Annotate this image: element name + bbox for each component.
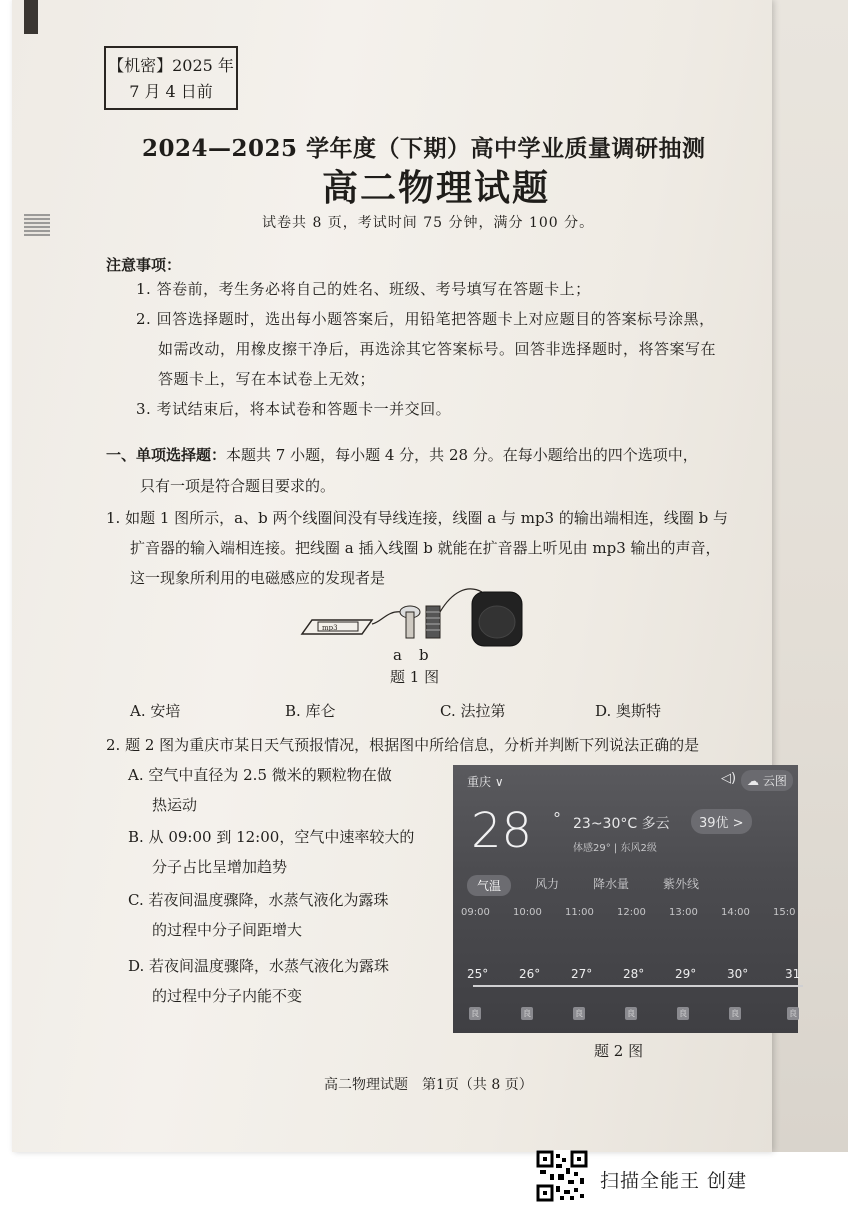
q2-option-b-cont: 分子占比呈增加趋势 <box>152 858 288 876</box>
q1-line: 1. 如题 1 图所示，a、b 两个线圈间没有导线连接，线圈 a 与 mp3 的输出端相连，线圈 b 与 <box>106 509 728 527</box>
mp3-label: mp3 <box>322 624 338 632</box>
note-item: 如需改动，用橡皮擦干净后，再选涂其它答案标号。回答非选择题时，将答案写在 <box>158 340 717 358</box>
tab-precipitation: 降水量 <box>593 877 630 891</box>
note-item: 答题卡上，写在本试卷上无效； <box>158 370 376 388</box>
temperature-range: 23~30°C 多云 <box>573 816 670 832</box>
figure-1-caption: 题 1 图 <box>390 668 440 686</box>
quality-badge: 良 <box>679 1009 687 1018</box>
hour-label: 15:0 <box>773 907 796 918</box>
binding-mark <box>24 0 38 34</box>
tab-temperature: 气温 <box>467 875 511 896</box>
q2-option-c: C. 若夜间温度骤降，水蒸气液化为露珠 <box>128 891 389 909</box>
hour-temp: 26° <box>519 967 541 981</box>
tab-wind: 风力 <box>535 877 560 891</box>
hour-label: 11:00 <box>565 907 594 918</box>
side-bar-mark <box>24 214 50 236</box>
sub-title: 高二物理试题 <box>322 168 551 209</box>
q2-option-b: B. 从 09:00 到 12:00，空气中速率较大的 <box>128 828 415 846</box>
note-item: 3. 考试结束后，将本试卷和答题卡一并交回。 <box>136 400 452 418</box>
quality-badge: 良 <box>731 1009 739 1018</box>
quality-badge: 良 <box>523 1009 531 1018</box>
cloud-map-button <box>741 770 793 791</box>
q1-option-c: C. 法拉第 <box>440 702 506 720</box>
q2-stem: 2. 题 2 图为重庆市某日天气预报情况，根据图中所给信息，分析并判断下列说法正确的是 <box>106 736 700 754</box>
weather-widget-figure <box>453 765 801 1033</box>
exam-info: 试卷共 8 页，考试时间 75 分钟，满分 100 分。 <box>262 215 595 231</box>
notes-heading: 注意事项： <box>106 256 182 274</box>
confidential-line2: 7 月 4 日前 <box>129 82 213 101</box>
q1-option-a: A. 安培 <box>130 702 181 720</box>
hour-label: 09:00 <box>461 907 490 918</box>
temperature-degree: ° <box>553 809 561 828</box>
hour-temp: 27° <box>571 967 593 981</box>
hour-label: 13:00 <box>669 907 698 918</box>
figure-1-diagram <box>292 582 532 662</box>
speaker <box>472 592 522 646</box>
section-line2: 只有一项是符合题目要求的。 <box>140 477 336 495</box>
figure-1-label-a: a <box>393 646 402 664</box>
air-quality-badge: 39优 > <box>691 809 752 834</box>
q1-options <box>130 700 750 721</box>
speaker-icon: ◁) <box>721 771 737 786</box>
q2-option-c-cont: 的过程中分子间距增大 <box>152 921 303 939</box>
weather-city: 重庆 ∨ <box>467 775 504 789</box>
quality-badge: 良 <box>471 1009 479 1018</box>
quality-badge: 良 <box>627 1009 635 1018</box>
section-label: 一、单项选择题： <box>106 446 227 464</box>
main-title: 2024—2025 学年度（下期）高中学业质量调研抽测 <box>142 135 706 162</box>
q2-option-d: D. 若夜间温度骤降，水蒸气液化为露珠 <box>128 957 390 975</box>
confidential-line1: 【机密】2025 年 <box>108 56 234 75</box>
feels-like: 体感29° | 东风2级 <box>573 843 657 854</box>
hour-temp: 29° <box>675 967 697 981</box>
cloud-map-label: 云图 <box>762 774 787 788</box>
figure-2-caption: 题 2 图 <box>594 1042 644 1060</box>
hour-label: 12:00 <box>617 907 646 918</box>
q1-line: 这一现象所利用的电磁感应的发现者是 <box>130 569 386 587</box>
coil-b <box>426 606 440 638</box>
hour-temp: 30° <box>727 967 749 981</box>
qr-code-icon <box>536 1150 588 1202</box>
weather-tabs <box>467 875 733 896</box>
mp3-player <box>302 620 372 634</box>
q1-option-d: D. 奥斯特 <box>595 702 662 720</box>
note-item: 2. 回答选择题时，选出每小题答案后，用铅笔把答题卡上对应题目的答案标号涂黑， <box>136 310 715 328</box>
figure-1-label-b: b <box>419 646 429 664</box>
q2-option-a: A. 空气中直径为 2.5 微米的颗粒物在做 <box>128 766 392 784</box>
scanned-sheet <box>12 0 848 1152</box>
page-footer: 高二物理试题 第1页（共 8 页） <box>324 1077 533 1093</box>
note-item: 1. 答卷前，考生务必将自己的姓名、班级、考号填写在答题卡上； <box>136 280 591 298</box>
hour-label: 10:00 <box>513 907 542 918</box>
hour-temp: 28° <box>623 967 645 981</box>
temperature-curve <box>473 985 803 987</box>
hour-temp: 25° <box>467 967 489 981</box>
current-temperature: 28 <box>471 803 533 859</box>
hour-temp: 31 <box>785 967 801 981</box>
q2-option-a-cont: 热运动 <box>152 796 198 814</box>
coil-a <box>400 606 420 638</box>
confidential-stamp <box>104 46 238 110</box>
tab-uv: 紫外线 <box>663 877 700 891</box>
scanner-watermark: 扫描全能王 创建 <box>600 1170 748 1192</box>
quality-badge: 良 <box>789 1009 797 1018</box>
cloud-icon: ☁ <box>747 774 759 788</box>
section-heading <box>106 440 766 502</box>
section-line1: 本题共 7 小题，每小题 4 分，共 28 分。在每小题给出的四个选项中， <box>226 446 698 464</box>
quality-badge: 良 <box>575 1009 583 1018</box>
q1-line: 扩音器的输入端相连接。把线圈 a 插入线圈 b 就能在扩音器上听见由 mp3 输出的声音， <box>130 539 721 557</box>
q2-option-d-cont: 的过程中分子内能不变 <box>152 987 303 1005</box>
q1-option-b: B. 库仑 <box>285 702 336 720</box>
hour-label: 14:00 <box>721 907 750 918</box>
